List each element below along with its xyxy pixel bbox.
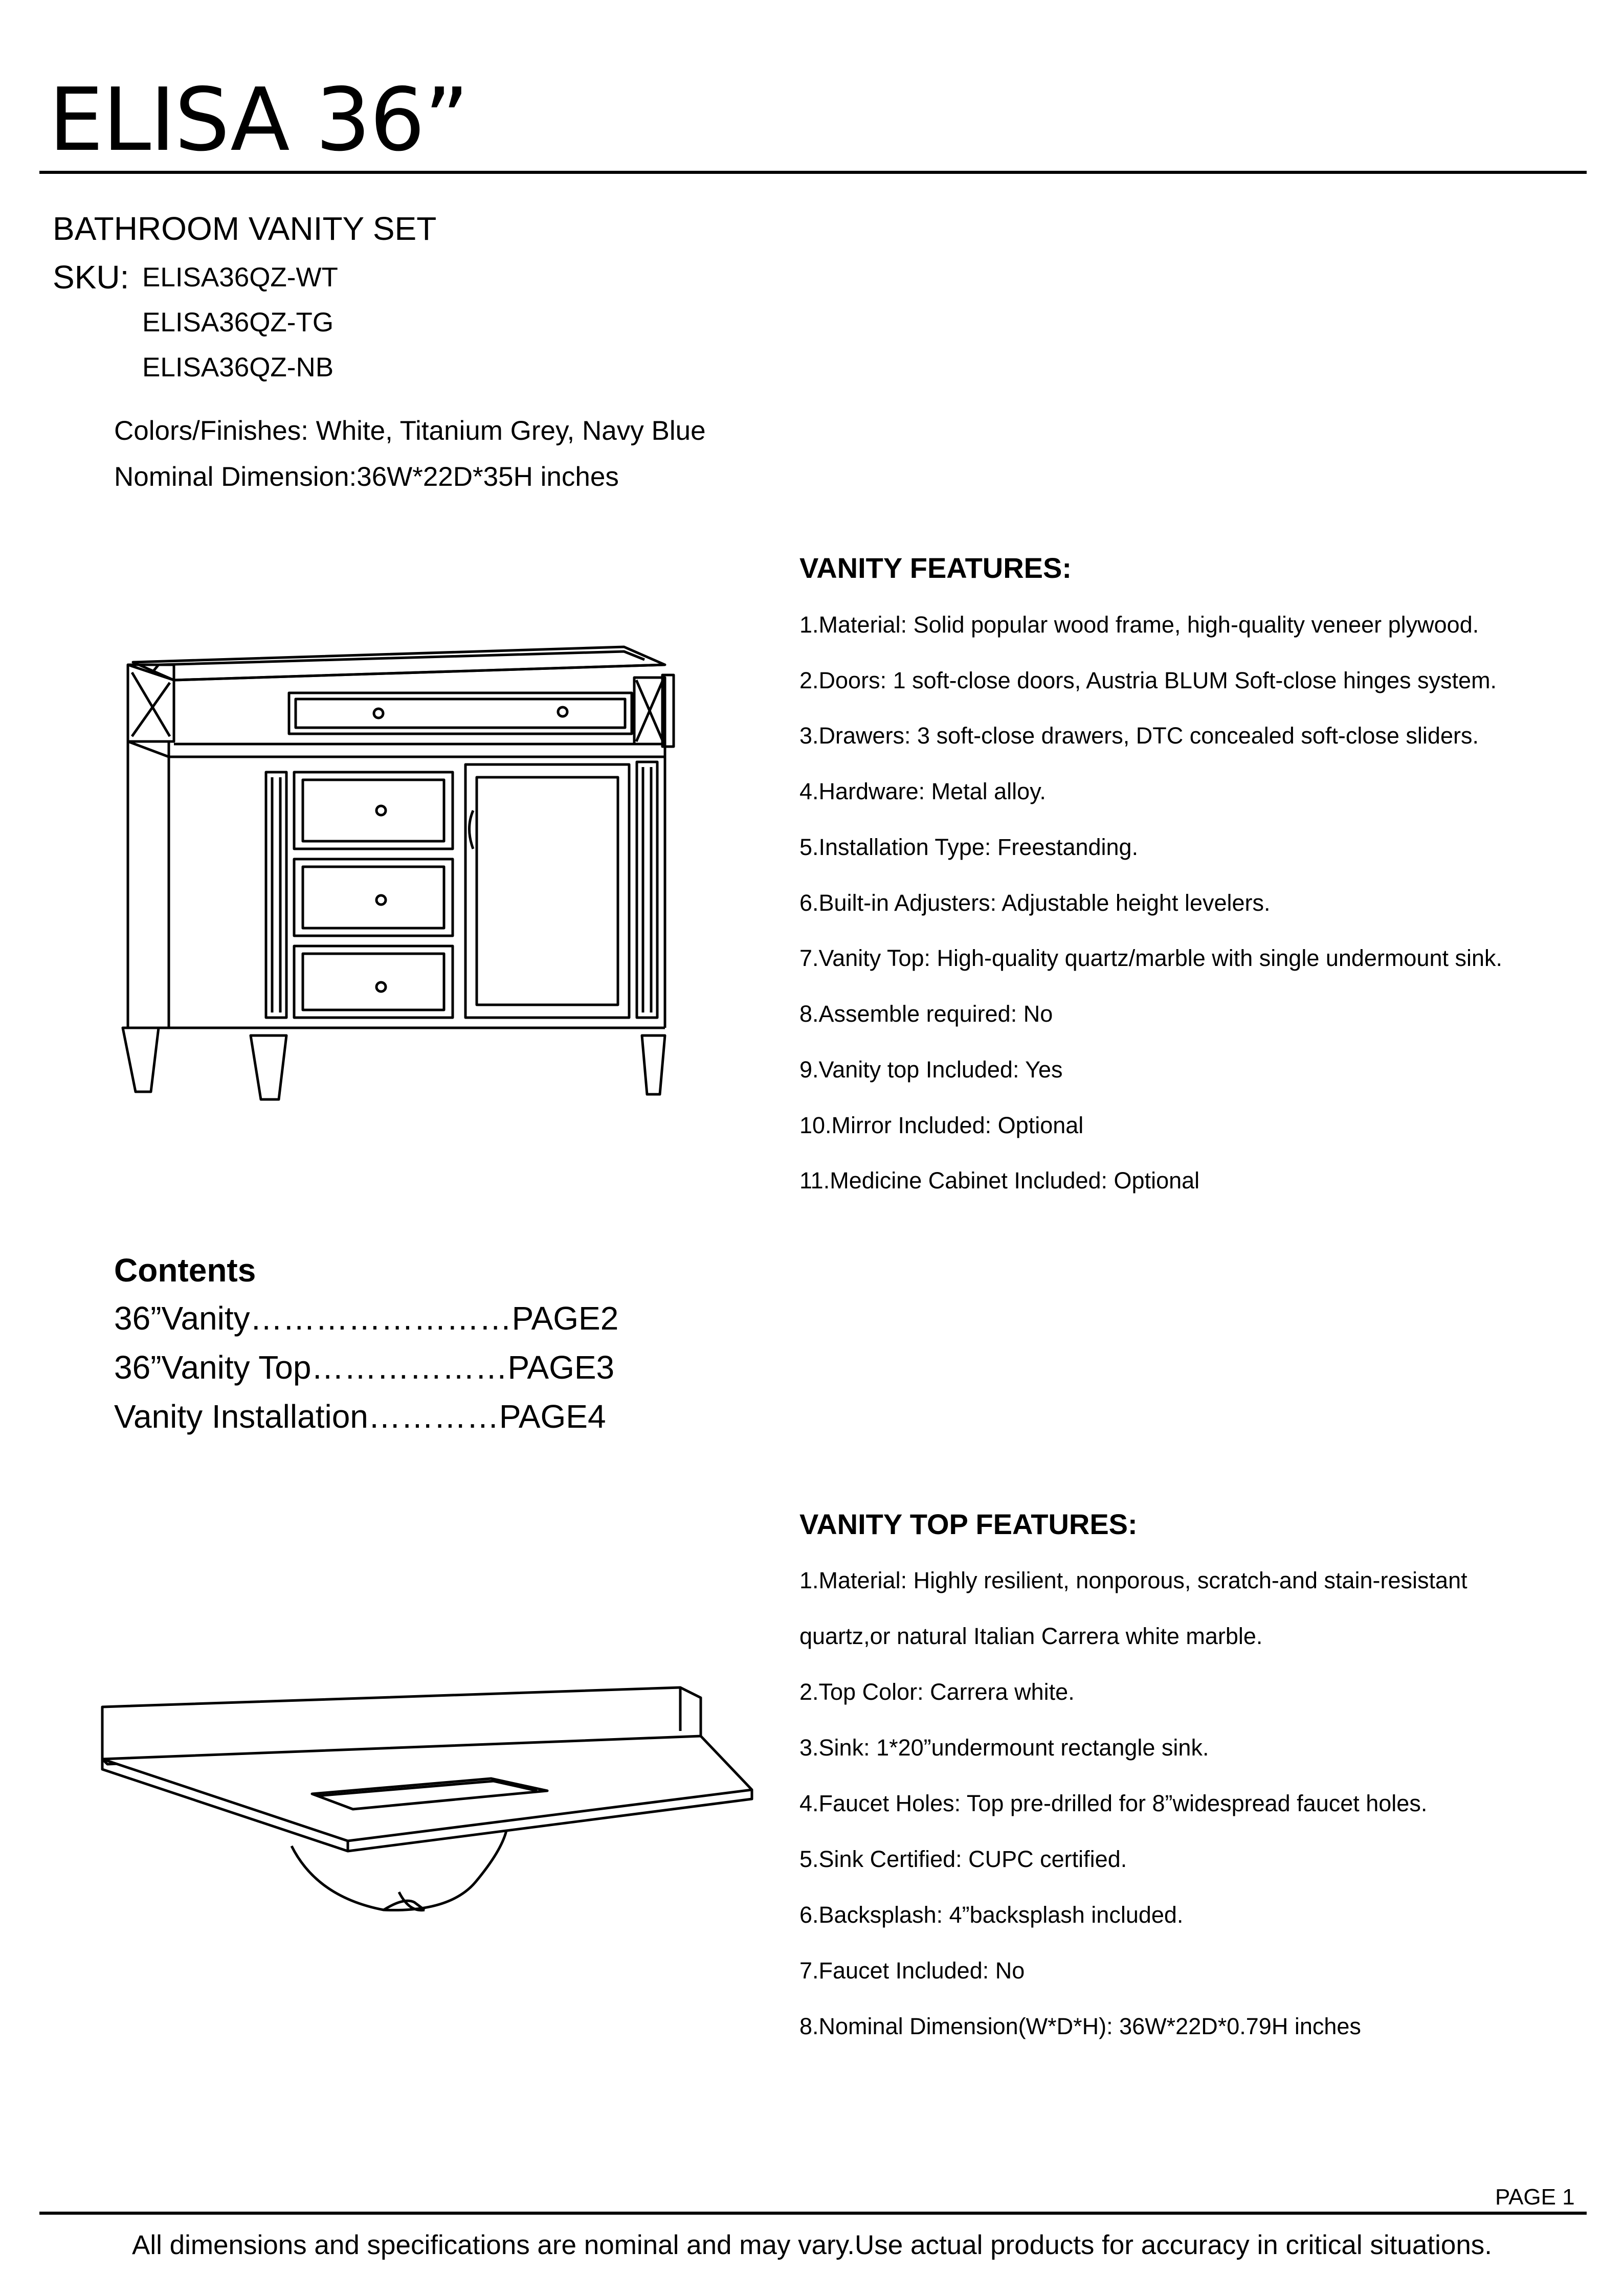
vanity-feature-item: 9.Vanity top Included: Yes xyxy=(799,1056,1063,1083)
vanity-top-feature-item: 4.Faucet Holes: Top pre-drilled for 8”widespread faucet holes. xyxy=(799,1790,1428,1816)
nominal-dimension: Nominal Dimension:36W*22D*35H inches xyxy=(114,462,619,492)
sku-value: ELISA36QZ-WT xyxy=(142,262,338,292)
contents-item: Vanity Installation…………PAGE4 xyxy=(114,1398,606,1435)
contents-item: 36”Vanity Top………………PAGE3 xyxy=(114,1349,615,1386)
footer-disclaimer: All dimensions and specifications are nominal and may vary.Use actual products for accuracy in critical situations. xyxy=(131,2230,1493,2260)
vanity-feature-item: 7.Vanity Top: High-quality quartz/marble with single undermount sink. xyxy=(799,945,1503,971)
vanity-feature-item: 6.Built-in Adjusters: Adjustable height levelers. xyxy=(799,890,1271,916)
contents-item: 36”Vanity……………………PAGE2 xyxy=(114,1300,619,1337)
product-subtitle: BATHROOM VANITY SET xyxy=(53,210,437,247)
vanity-feature-item: 8.Assemble required: No xyxy=(799,1001,1053,1027)
vanity-feature-item: 10.Mirror Included: Optional xyxy=(799,1112,1084,1138)
vanity-top-feature-item: 6.Backsplash: 4”backsplash included. xyxy=(799,1902,1184,1928)
page-number: PAGE 1 xyxy=(1495,2185,1575,2210)
sku-value: ELISA36QZ-NB xyxy=(142,352,334,382)
vanity-feature-item: 11.Medicine Cabinet Included: Optional xyxy=(799,1167,1200,1194)
colors-finishes: Colors/Finishes: White, Titanium Grey, Navy Blue xyxy=(114,416,706,446)
page-title: ELISA 36” xyxy=(49,70,469,171)
vanity-top-feature-item: 2.Top Color: Carrera white. xyxy=(799,1679,1075,1705)
sku-value: ELISA36QZ-TG xyxy=(142,307,334,337)
footer-divider xyxy=(39,2212,1587,2215)
vanity-top-feature-item: 7.Faucet Included: No xyxy=(799,1957,1025,1984)
vanity-cabinet-illustration xyxy=(113,634,685,1115)
contents-heading: Contents xyxy=(114,1252,256,1289)
vanity-top-feature-item: quartz,or natural Italian Carrera white marble. xyxy=(799,1623,1263,1649)
vanity-top-illustration xyxy=(97,1682,772,1928)
vanity-feature-item: 1.Material: Solid popular wood frame, high-quality veneer plywood. xyxy=(799,612,1479,638)
vanity-top-features-heading: VANITY TOP FEATURES: xyxy=(799,1508,1138,1540)
vanity-feature-item: 2.Doors: 1 soft-close doors, Austria BLUM Soft-close hinges system. xyxy=(799,667,1497,693)
vanity-features-heading: VANITY FEATURES: xyxy=(799,552,1072,584)
vanity-feature-item: 4.Hardware: Metal alloy. xyxy=(799,778,1046,804)
vanity-feature-item: 3.Drawers: 3 soft-close drawers, DTC concealed soft-close sliders. xyxy=(799,723,1479,749)
vanity-top-feature-item: 8.Nominal Dimension(W*D*H): 36W*22D*0.79H inches xyxy=(799,2013,1361,2039)
vanity-top-feature-item: 5.Sink Certified: CUPC certified. xyxy=(799,1846,1127,1872)
vanity-top-feature-item: 1.Material: Highly resilient, nonporous, scratch-and stain-resistant xyxy=(799,1567,1467,1593)
vanity-feature-item: 5.Installation Type: Freestanding. xyxy=(799,834,1139,860)
sku-label: SKU: xyxy=(53,259,129,296)
vanity-top-feature-item: 3.Sink: 1*20”undermount rectangle sink. xyxy=(799,1735,1209,1761)
header-divider xyxy=(39,171,1587,174)
